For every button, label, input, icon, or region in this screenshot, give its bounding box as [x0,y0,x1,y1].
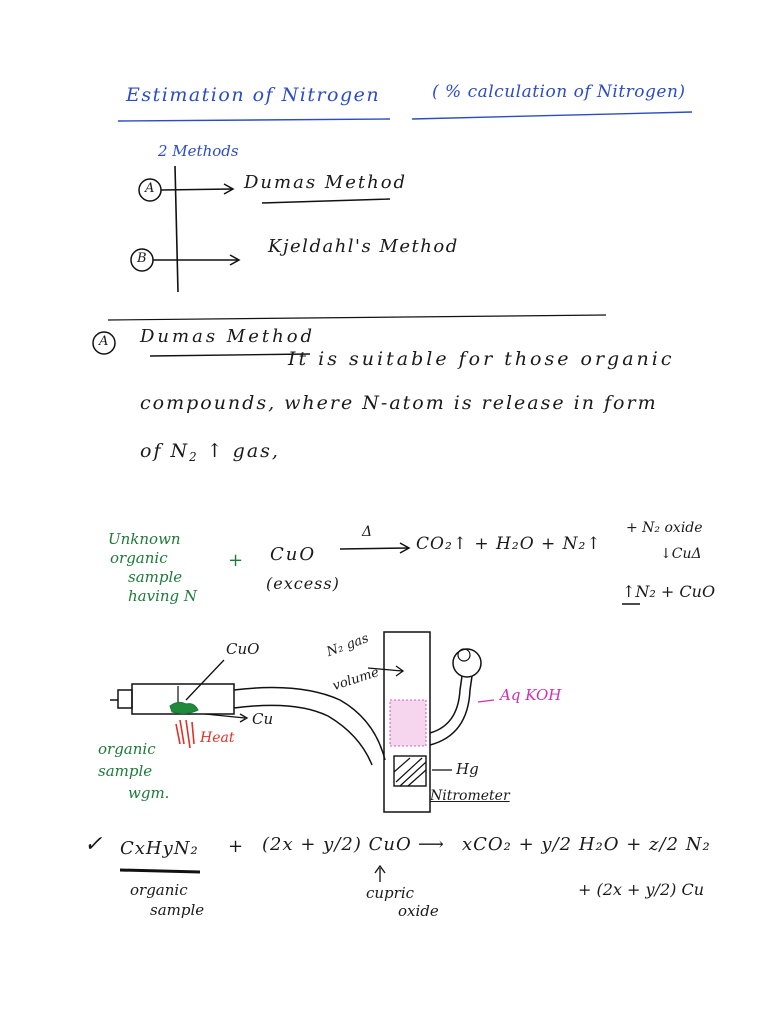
reaction-plus: + [228,550,244,571]
equation-organic-1: organic [130,881,188,899]
section-separator [108,315,606,320]
dumas-heading: Dumas Method [140,326,316,347]
apparatus-cuo-label: CuO [226,640,260,658]
apparatus-cu-label: Cu [252,710,274,728]
check-mark: ✓ [84,832,103,857]
dumas-line-3-a: of [140,440,163,462]
dumas-line-3 [140,440,280,464]
methods-vertical-line [175,166,178,292]
formula-underline [120,870,200,872]
koh-solution [390,700,426,746]
apparatus-n2-gas: N₂ gas [324,631,371,660]
arrow-a-line [161,189,232,190]
n2-symbol: $N_2$ ↑ [170,440,233,465]
dumas-line-1: It is suitable for those organic [288,348,675,370]
tube-left-cap [118,690,132,708]
bulb-top [458,649,470,661]
dumas-underline [262,199,390,203]
mercury-block [394,756,426,786]
reactant-line-3: sample [128,568,183,586]
equation-organic-label [130,880,204,920]
title-underline [118,119,390,121]
dumas-line-3-b: gas, [232,440,280,462]
equation-cu-rhs: + (2x + y/2) Cu [578,880,704,899]
marker-b: B [137,251,147,266]
equation-cupric-label [366,884,439,920]
equation-formula: CxHyN₂ [120,838,199,859]
equation-arrow: ⟶ [418,834,444,855]
subtitle-underline [412,112,692,119]
apparatus-organic-sample: organic sample [98,740,156,780]
reaction-excess: (excess) [266,574,340,593]
methods-heading: 2 Methods [158,142,239,160]
reaction-products: CO₂↑ + H₂O + N₂↑ [416,534,602,554]
method-b-label: Kjeldahl's Method [268,236,459,257]
equation-cupric-1: cupric [366,884,415,902]
cuo-pointer [186,660,224,700]
koh-pointer [478,700,494,702]
apparatus-nitrometer: Nitrometer [430,788,510,804]
dumas-heading-underline [150,354,310,356]
apparatus-heat: Heat [200,730,235,746]
apparatus-koh: Aq KOH [500,686,562,704]
reservoir-bulb [453,649,481,677]
equation-cupric-2: oxide [398,902,439,920]
marker-a: A [145,181,155,196]
equation-organic-2: sample [150,901,205,919]
apparatus-volume: volume [330,664,381,695]
dumas-line-2 [140,392,658,414]
reaction-n2-cuo: ↑N₂ + CuO [622,582,716,601]
dumas-line-2-b: , where N-atom is release in form [268,392,658,414]
reactant-line-4: having N [128,587,198,605]
reaction-arrow-line [340,548,408,549]
side-tube-outer [430,676,472,745]
page-subtitle: ( % calculation of Nitrogen) [432,82,686,102]
reactant-line-2: organic [110,549,168,567]
reaction-oxide: + N₂ oxide [626,520,703,536]
apparatus-hg: Hg [456,760,479,778]
reactant-label [108,530,197,606]
reaction-cu-arrow: ↓CuΔ [660,546,702,562]
side-tube-inner [430,676,462,733]
dumas-marker: A [99,334,109,349]
sample-blob [170,702,198,713]
equation-rhs: xCO₂ + y/2 H₂O + z/2 N₂ [462,834,711,855]
equation-coef: (2x + y/2) CuO [262,834,412,855]
apparatus-wgm: wgm. [128,784,170,802]
reaction-cuo: CuO [270,544,317,565]
reaction-delta: Δ [362,524,373,540]
equation-plus: + [228,836,244,857]
mercury-hatch [394,758,426,786]
reactant-line-1: Unknown [108,530,181,548]
page-title: Estimation of Nitrogen [126,84,381,106]
dumas-line-2-a: compounds [140,392,269,414]
method-a-label: Dumas Method [244,172,408,193]
